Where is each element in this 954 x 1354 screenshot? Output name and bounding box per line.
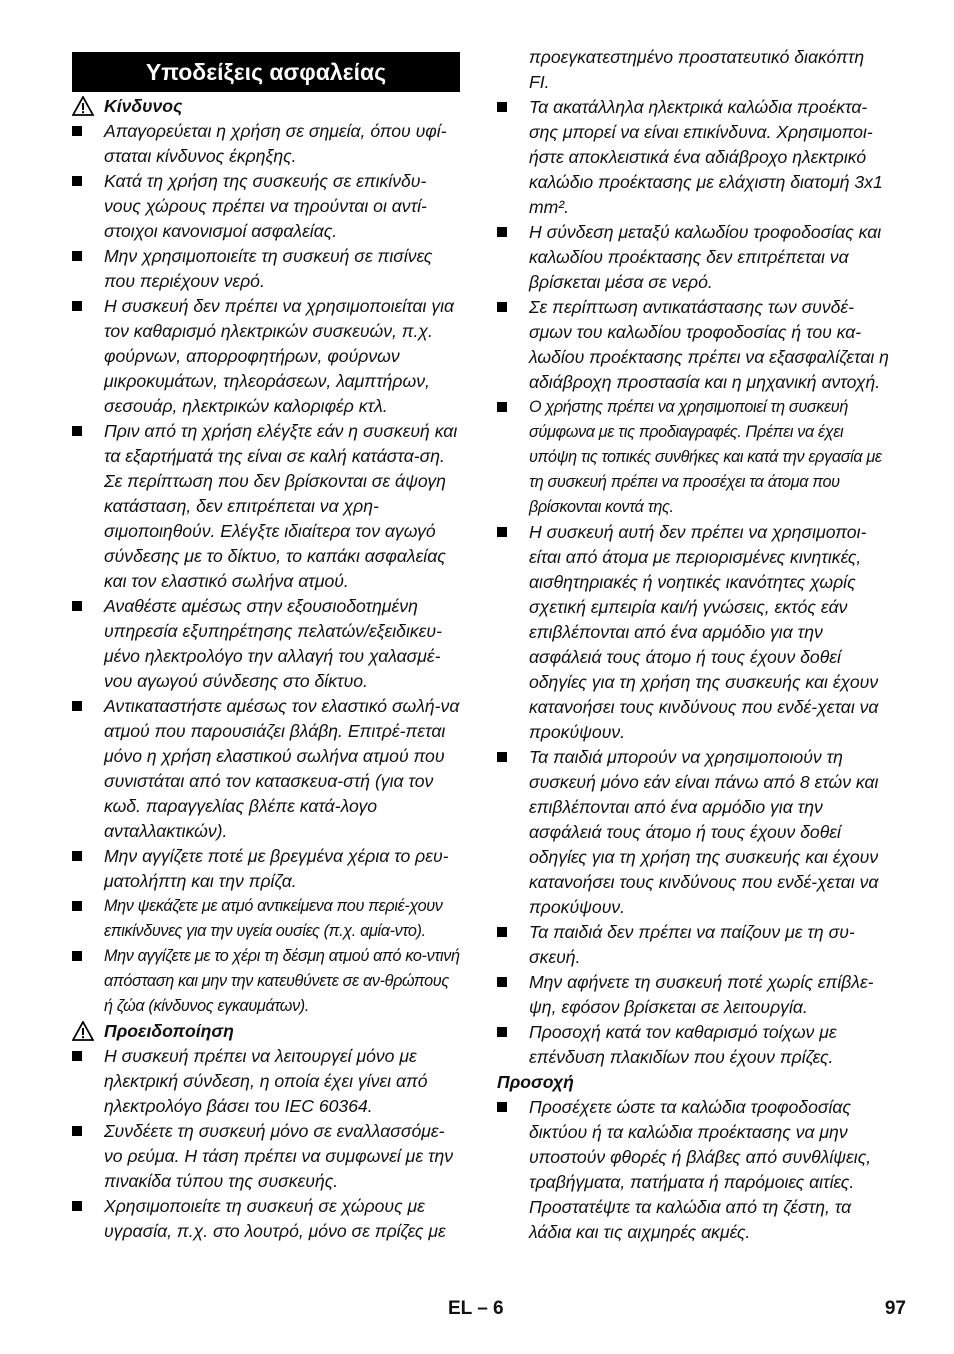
footer-section-label: EL – 6 <box>448 1298 504 1319</box>
list-item: Τα παιδιά μπορούν να χρησιμοποιούν τη συσκευή μόνο εάν είναι πάνω από 8 ετών και επιβλέπονται από ένα αρμόδιο για την ασφάλειά τους άτομο ή τους έχουν δοθεί οδηγίες για τη χρήση της συσκευής και έχουν κατανοήσει τους κινδύνους που ενδέ-χεται να προκύψουν. <box>497 745 889 920</box>
list-item: Η σύνδεση μεταξύ καλωδίου τροφοδοσίας και καλωδίου προέκτασης δεν επιτρέπεται να βρίσκεται μέσα σε νερό. <box>497 220 889 295</box>
warning-heading-label: Προειδοποίηση <box>104 1021 234 1041</box>
caution-heading: Προσοχή <box>497 1072 574 1092</box>
section-title: Υποδείξεις ασφαλείας <box>72 52 460 92</box>
list-item: Τα ακατάλληλα ηλεκτρικά καλώδια προέκτα-σης μπορεί να είναι επικίνδυνα. Χρησιμοποι-ήστε αποκλειστικά ένα αδιάβροχο ηλεκτρικό καλώδιο προέκτασης με ελάχιστη διατομή 3x1 mm². <box>497 95 889 220</box>
list-item: Η συσκευή αυτή δεν πρέπει να χρησιμοποι-είται από άτομα με περιορισμένες κινητικές, αισθητηριακές ή νοητικές ικανότητες χωρίς σχετική εμπειρία και/ή γνώσεις, εκτός εάν επιβλέπονται από ένα αρμόδιο για την ασφάλειά τους άτομο ή τους έχουν δοθεί οδηγίες για τη χρήση της συσκευής και έχουν κατανοήσει τους κινδύνους που ενδέ-χεται να προκύψουν. <box>497 520 889 745</box>
list-item: Ο χρήστης πρέπει να χρησιμοποιεί τη συσκευή σύμφωνα με τις προδιαγραφές. Πρέπει να έχει υπόψη τις τοπικές συνθήκες και κατά την εργασία με τη συσκευή πρέπει να προσέχει τα άτομα που βρίσκονται κοντά της. <box>497 395 889 520</box>
list-item: Συνδέετε τη συσκευή μόνο σε εναλλασσόμε-νο ρεύμα. Η τάση πρέπει να συμφωνεί με την πινακίδα τύπου της συσκευής. <box>72 1119 460 1194</box>
warning-list-continued <box>497 45 889 1070</box>
list-item: Μην ψεκάζετε με ατμό αντικείμενα που περιέ-χουν επικίνδυνες για την υγεία ουσίες (π.χ. αμία-ντο). <box>72 894 460 944</box>
page-number: 97 <box>884 1298 906 1319</box>
list-item: Κατά τη χρήση της συσκευής σε επικίνδυ-νους χώρους πρέπει να τηρούνται οι αντί-στοιχοι κανονισμοί ασφαλείας. <box>72 169 460 244</box>
warning-triangle-icon <box>72 1021 96 1043</box>
list-item: Μην αγγίζετε ποτέ με βρεγμένα χέρια το ρευ-ματολήπτη και την πρίζα. <box>72 844 460 894</box>
list-item: Αντικαταστήστε αμέσως τον ελαστικό σωλή-να ατμού που παρουσιάζει βλάβη. Επιτρέ-πεται μόνο η χρήση ελαστικού σωλήνα ατμού που συνιστάται από τον κατασκευα-στή (για τον κωδ. παραγγελίας βλέπε κατά-λογο ανταλλακτικών). <box>72 694 460 844</box>
list-item: Μην αγγίζετε με το χέρι τη δέσμη ατμού από κο-ντινή απόσταση και μην την κατευθύνετε σε αν-θρώπους ή ζώα (κίνδυνος εγκαυμάτων). <box>72 944 460 1019</box>
warning-list <box>72 1044 460 1244</box>
danger-heading-label: Κίνδυνος <box>104 96 183 116</box>
list-item: Σε περίπτωση αντικατάστασης των συνδέ-σμων του καλωδίου τροφοδοσίας ή του κα-λωδίου προέκτασης πρέπει να εξασφαλίζεται η αδιάβροχη προστασία και η μηχανική αντοχή. <box>497 295 889 395</box>
list-item: Χρησιμοποιείτε τη συσκευή σε χώρους με υγρασία, π.χ. στο λουτρό, μόνο σε πρίζες με <box>72 1194 460 1244</box>
warning-heading <box>72 1019 460 1044</box>
list-item: Προσέχετε ώστε τα καλώδια τροφοδοσίας δικτύου ή τα καλώδια προέκτασης να μην υποστούν φθορές ή βλάβες από συνθλίψεις, τραβήγματα, πατήματα ή παρόμοιες αιτίες. Προστατέψτε τα καλώδια από τη ζέστη, τα λάδια και τις αιχμηρές ακμές. <box>497 1095 889 1245</box>
warning-triangle-icon <box>72 96 96 118</box>
right-column <box>497 45 889 1245</box>
list-item: Προσοχή κατά τον καθαρισμό τοίχων με επένδυση πλακιδίων που έχουν πρίζες. <box>497 1020 889 1070</box>
list-item: Αναθέστε αμέσως στην εξουσιοδοτημένη υπηρεσία εξυπηρέτησης πελατών/εξειδικευ-μένο ηλεκτρολόγο την αλλαγή του χαλασμέ-νου αγωγού σύνδεσης στο δίκτυο. <box>72 594 460 694</box>
list-item: Μην αφήνετε τη συσκευή ποτέ χωρίς επίβλε-ψη, εφόσον βρίσκεται σε λειτουργία. <box>497 970 889 1020</box>
left-column <box>72 52 460 1244</box>
list-item: Τα παιδιά δεν πρέπει να παίζουν με τη συ-σκευή. <box>497 920 889 970</box>
list-item: Η συσκευή πρέπει να λειτουργεί μόνο με ηλεκτρική σύνδεση, η οποία έχει γίνει από ηλεκτρολόγο βάσει του IEC 60364. <box>72 1044 460 1119</box>
danger-heading <box>72 94 460 119</box>
caution-list <box>497 1095 889 1245</box>
danger-list <box>72 119 460 1019</box>
list-item: Απαγορεύεται η χρήση σε σημεία, όπου υφί-σταται κίνδυνος έκρηξης. <box>72 119 460 169</box>
list-item: Πριν από τη χρήση ελέγξτε εάν η συσκευή και τα εξαρτήματά της είναι σε καλή κατάστα-ση. Σε περίπτωση που δεν βρίσκονται σε άψογη κατάσταση, δεν επιτρέπεται να χρη-σιμοποιηθούν. Ελέγξτε ιδιαίτερα τον αγωγό σύνδεσης με το δίκτυο, το καπάκι ασφαλείας και τον ελαστικό σωλήνα ατμού. <box>72 419 460 594</box>
list-item: Μην χρησιμοποιείτε τη συσκευή σε πισίνες που περιέχουν νερό. <box>72 244 460 294</box>
list-item: Η συσκευή δεν πρέπει να χρησιμοποιείται για τον καθαρισμό ηλεκτρικών συσκευών, π.χ. φούρνων, απορροφητήρων, φούρνων μικροκυμάτων, τηλεοράσεων, λαμπτήρων, σεσουάρ, ηλεκτρικών καλοριφέρ κτλ. <box>72 294 460 419</box>
list-item-continuation: προεγκατεστημένο προστατευτικό διακόπτη FI. <box>529 47 865 92</box>
